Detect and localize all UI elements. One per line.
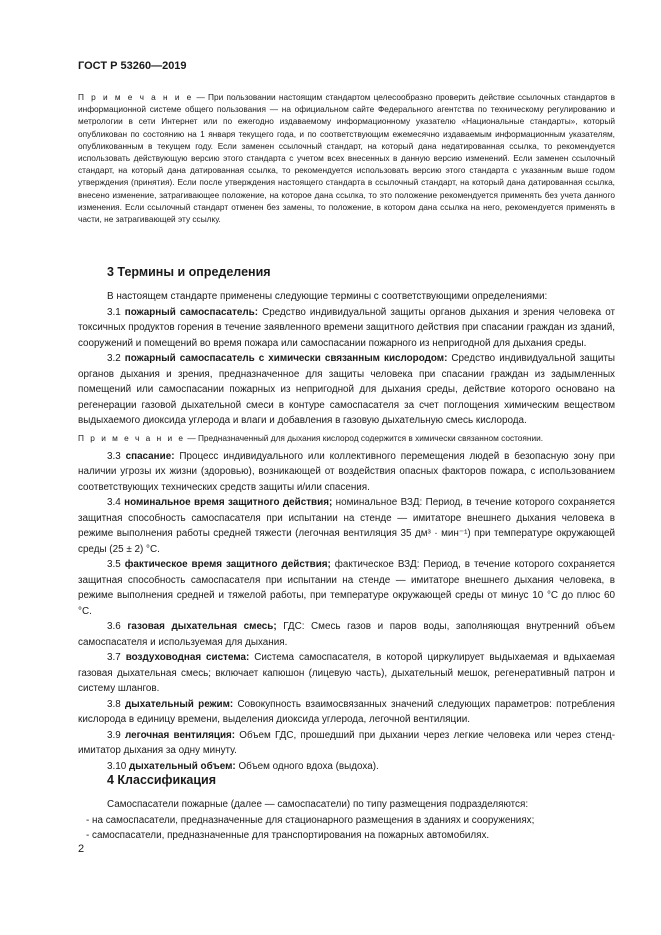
term-name: легочная вентиляция: (124, 729, 236, 741)
section-4-title: 4 Классификация (107, 773, 217, 787)
term-number: 3.7 (107, 652, 126, 664)
note-label: П р и м е ч а н и е (78, 92, 194, 102)
list-item: - самоспасатели, предназначенные для транспортирования на пожарных автомобилях. (86, 830, 490, 841)
note-referenced-standards (78, 91, 615, 225)
term-name: спасание: (125, 450, 175, 462)
term-3-6 (78, 619, 615, 650)
term-name: фактическое время защитного действия; (124, 559, 331, 571)
term-number: 3.5 (107, 559, 125, 571)
term-definition: Объем одного вдоха (выдоха). (235, 760, 379, 772)
term-name: номинальное время защитного действия; (124, 497, 333, 509)
term-number: 3.10 (107, 760, 129, 772)
term-3-7 (78, 650, 615, 697)
term-3-5 (78, 557, 615, 619)
term-definition: ГДС: Смесь газов и паров воды, заполняющая внутренний объем самоспасателя и используемая для дыхания. (78, 621, 615, 648)
term-3-9 (78, 728, 615, 759)
term-definition: Средство индивидуальной защиты органов дыхания и зрения, предназначенное для защиты человека при спасании граждан из задымленных помещений или самоспасании пожарных из непригодной для дыхания среды, действие которого основано на регенерации газовой дыхательной смеси в контуре самоспасателя за счет поглощения химическим веществом выдыхаемого диоксида углерода и влаги и добавления в газовую дыхательную смесь кислорода. (78, 353, 615, 426)
term-definition: Объем ГДС, прошедший при дыхании через легкие человека или через стенд-имитатор дыхания за одну минуту. (78, 729, 615, 757)
term-number: 3.2 (107, 353, 125, 364)
section-3-title: 3 Термины и определения (107, 265, 271, 279)
term-3-1 (78, 305, 615, 352)
section-4 (78, 772, 615, 844)
note-text: — Предназначенный для дыхания кислород содержится в химически связанном состоянии. (185, 432, 544, 443)
term-name: дыхательный режим: (125, 698, 234, 710)
document-header: ГОСТ Р 53260—2019 (78, 60, 187, 72)
term-3-4 (78, 495, 615, 557)
note-label: П р и м е ч а н и е (78, 432, 186, 443)
term-name: пожарный самоспасатель: (124, 306, 259, 318)
term-definition: фактическое ВЗД: Период, в течение которого сохраняется защитная способность самоспасателя при испытании на стенде — имитаторе внешнего дыхания человека, в режиме выполнения средней и тяжелой работы, при температуре окружающей среды от минус 10 °С до плюс 60 °С. (78, 559, 615, 617)
section-3 (78, 264, 615, 774)
term-name: дыхательный объем: (128, 760, 236, 772)
section-3-body (78, 289, 615, 774)
note-text: — При пользовании настоящим стандартом целесообразно проверить действие ссылочных стандартов в информационной системе общего пользования — на официальном сайте Федерального агентства по техническому регулированию и метрологии в сети Интернет или по ежегодно издаваемому информационному указателю «Национальные стандарты», который опубликован по состоянию на 1 января текущего года, и по соответствующим ежемесячно издаваемым информационным указателям, опубликованным в текущем году. Если заменен ссылочный стандарт, на который дана недатированная ссылка, то рекомендуется использовать действующую версию этого стандарта с учетом всех внесенных в данную версию изменений. Если заменен ссылочный стандарт, на который дана датированная ссылка, то рекомендуется использовать версию этого стандарта с указанным выше годом утверждения (принятия). Если после утверждения настоящего стандарта в ссылочный стандарт, на который дана датированная ссылка, внесено изменение, затрагивающее положение, на которое дана ссылка, то это положение рекомендуется применять без учета данного изменения. Если ссылочный стандарт отменен без замены, то положение, в котором дана ссылка на него, рекомендуется применять в части, не затрагивающей эту ссылку. (78, 92, 615, 225)
term-number: 3.6 (107, 621, 128, 633)
section-4-body (78, 797, 615, 844)
term-number: 3.3 (107, 450, 126, 462)
note-paragraph (78, 91, 615, 225)
note-oxygen (78, 432, 615, 444)
term-3-2 (78, 351, 615, 429)
term-definition: Средство индивидуальной защиты органов дыхания и зрения человека от токсичных продуктов горения в течение заявленного времени защитного действия при спасании граждан из зданий, сооружений и помещений во время пожара или самоспасании пожарного из непригодной для дыхания среды. (78, 306, 615, 349)
list-item: - на самоспасатели, предназначенные для стационарного размещения в зданиях и сооружениях; (86, 814, 535, 826)
section-4-intro: Самоспасатели пожарные (далее — самоспасатели) по типу размещения подразделяются: (107, 799, 529, 810)
term-number: 3.1 (107, 306, 125, 318)
term-number: 3.8 (107, 698, 126, 710)
term-name: газовая дыхательная смесь; (127, 621, 277, 633)
term-definition: номинальное ВЗД: Период, в течение которого сохраняется защитная способность самоспасателя при испытании на стенде — имитаторе внешнего дыхания человека в режиме выполнения работы средней тяжести (легочная вентиляция 35 дм³ · мин⁻¹) при температуре окружающей среды (25 ± 2) °С. (78, 497, 615, 555)
term-name: пожарный самоспасатель с химически связанным кислородом: (124, 353, 448, 364)
section-3-intro: В настоящем стандарте применены следующие термины с соответствующими определениями: (107, 291, 548, 302)
term-name: воздуховодная система: (125, 652, 250, 664)
term-definition: Система самоспасателя, в которой циркулирует выдыхаемая и вдыхаемая газовая дыхательная смесь; включает капюшон (лицевую часть), дыхательный мешок, регенеративный патрон и систему шлангов. (78, 652, 615, 695)
term-number: 3.9 (107, 729, 125, 741)
page-number: 2 (78, 843, 85, 855)
term-definition: Процесс индивидуального или коллективного перемещения людей в безопасную зону при наличии угрозы их жизни (здоровью), возникающей от воздействия опасных факторов пожара, с использованием соответствующих технических средств защиты и/или спасения. (78, 450, 615, 493)
term-number: 3.4 (107, 497, 125, 509)
term-3-8 (78, 697, 615, 728)
term-3-3 (78, 449, 615, 496)
term-definition: Совокупность взаимосвязанных значений следующих параметров: потребления кислорода в единицу времени, выделения диоксида углерода, легочной вентиляции. (78, 698, 615, 726)
